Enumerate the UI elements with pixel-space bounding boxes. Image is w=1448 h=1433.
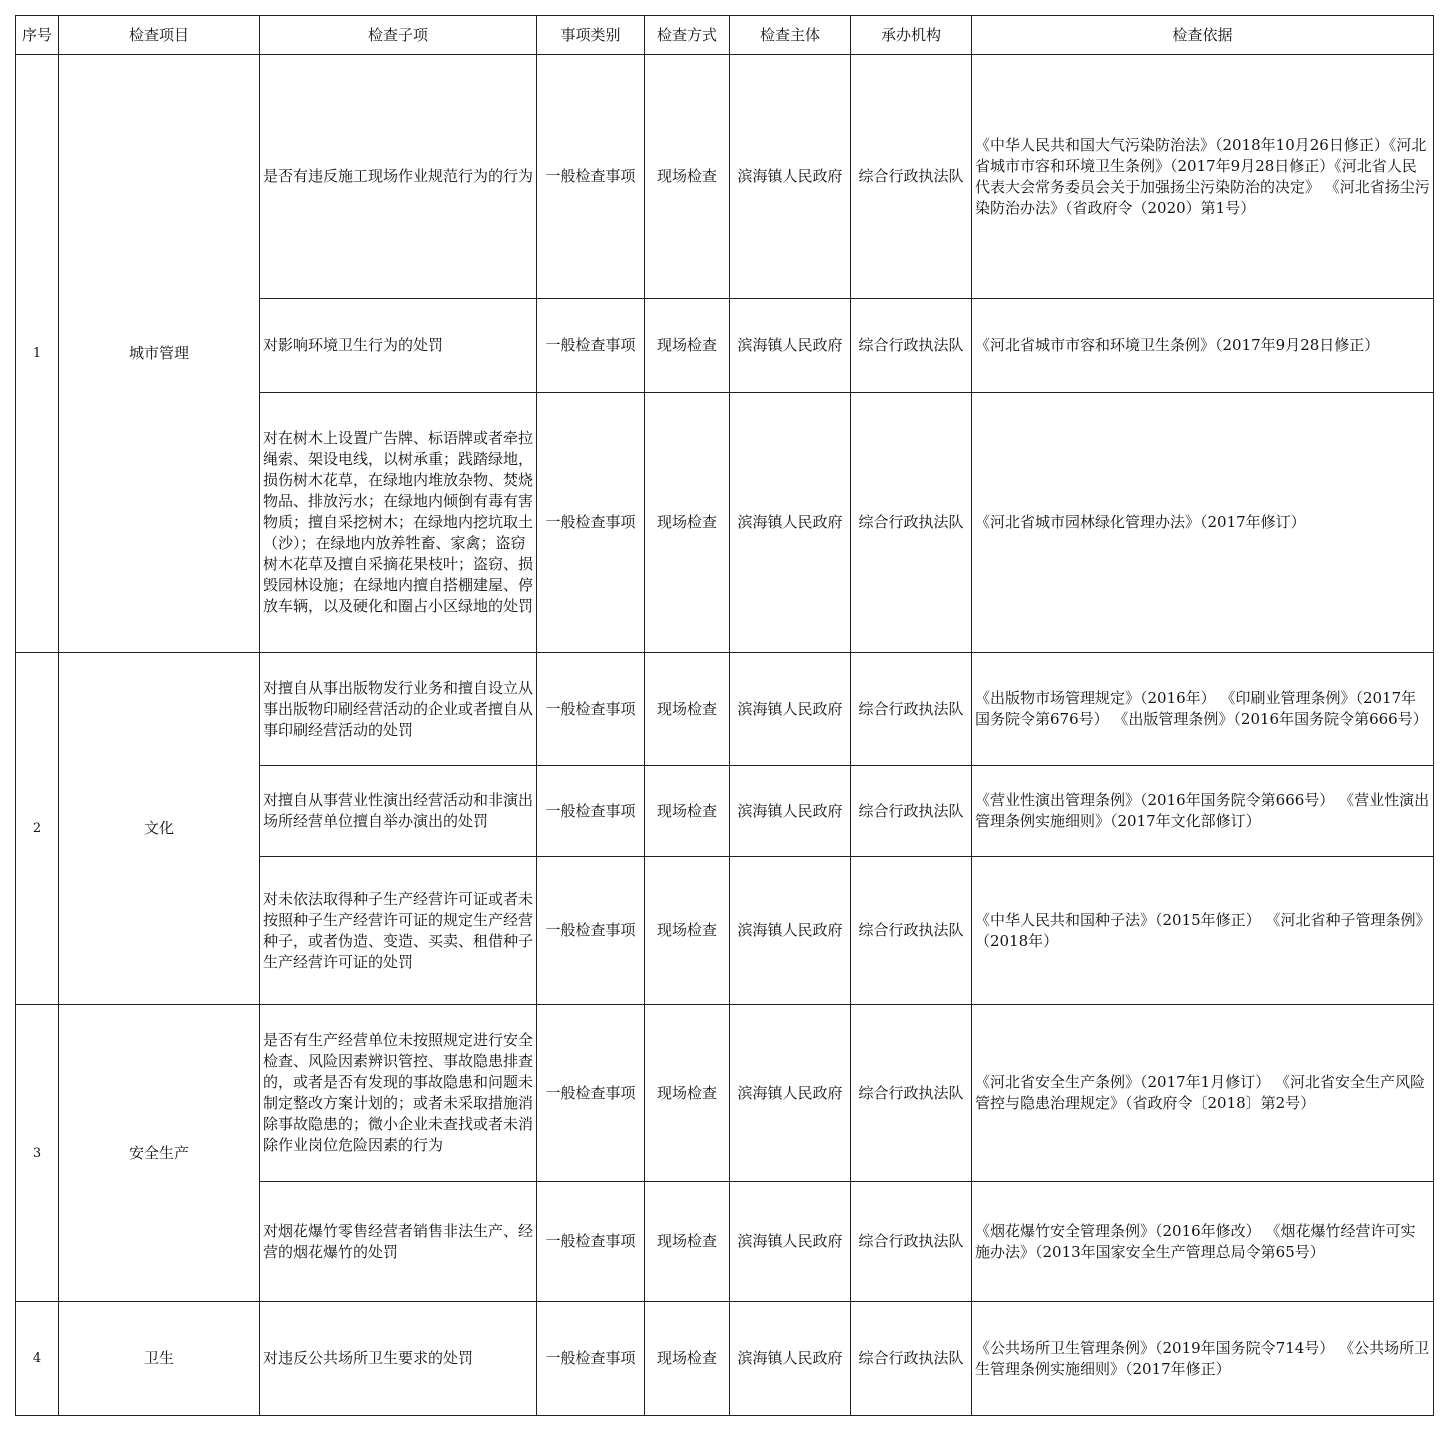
group-no: 1 — [16, 55, 59, 653]
group-no: 4 — [16, 1302, 59, 1416]
sub-item: 是否有生产经营单位未按照规定进行安全检查、风险因素辨识管控、事故隐患排查的，或者是否有发现的事故隐患和问题未制定整改方案计划的；或者未采取措施消除事故隐患的；微小企业未查找或者未消除作业岗位危险因素的行为 — [260, 1005, 537, 1182]
method: 现场检查 — [645, 299, 730, 393]
sub-item: 对擅自从事营业性演出经营活动和非演出场所经营单位擅自举办演出的处罚 — [260, 766, 537, 857]
agency: 综合行政执法队 — [851, 1182, 972, 1302]
agency: 综合行政执法队 — [851, 857, 972, 1005]
subject: 滨海镇人民政府 — [730, 1005, 851, 1182]
header-category: 事项类别 — [537, 16, 645, 55]
subject: 滨海镇人民政府 — [730, 393, 851, 653]
subject: 滨海镇人民政府 — [730, 1302, 851, 1416]
category: 一般检查事项 — [537, 1182, 645, 1302]
header-item: 检查项目 — [59, 16, 260, 55]
category: 一般检查事项 — [537, 299, 645, 393]
category: 一般检查事项 — [537, 393, 645, 653]
agency: 综合行政执法队 — [851, 55, 972, 299]
table-row — [16, 55, 1434, 299]
category: 一般检查事项 — [537, 766, 645, 857]
subject: 滨海镇人民政府 — [730, 857, 851, 1005]
method: 现场检查 — [645, 393, 730, 653]
basis: 《公共场所卫生管理条例》（2019年国务院令714号） 《公共场所卫生管理条例实施细则》（2017年修正） — [972, 1302, 1434, 1416]
subject: 滨海镇人民政府 — [730, 766, 851, 857]
sub-item: 对在树木上设置广告牌、标语牌或者牵拉绳索、架设电线，以树承重；践踏绿地，损伤树木花草，在绿地内堆放杂物、焚烧物品、排放污水；在绿地内倾倒有毒有害物质；擅自采挖树木；在绿地内挖坑取土（沙）；在绿地内放养牲畜、家禽；盗窃树木花草及擅自采摘花果枝叶；盗窃、损毁园林设施；在绿地内擅自搭棚建屋、停放车辆，以及硬化和圈占小区绿地的处罚 — [260, 393, 537, 653]
basis: 《烟花爆竹安全管理条例》（2016年修改） 《烟花爆竹经营许可实施办法》（2013年国家安全生产管理总局令第65号） — [972, 1182, 1434, 1302]
basis: 《河北省城市园林绿化管理办法》（2017年修订） — [972, 393, 1434, 653]
basis: 《河北省安全生产条例》（2017年1月修订） 《河北省安全生产风险管控与隐患治理规定》（省政府令〔2018〕第2号） — [972, 1005, 1434, 1182]
basis: 《中华人民共和国种子法》（2015年修正） 《河北省种子管理条例》（2018年） — [972, 857, 1434, 1005]
basis: 《中华人民共和国大气污染防治法》（2018年10月26日修正）《河北省城市市容和环境卫生条例》（2017年9月28日修正）《河北省人民代表大会常务委员会关于加强扬尘污染防治的决定》 《河北省扬尘污染防治办法》（省政府令（2020）第1号） — [972, 55, 1434, 299]
header-basis: 检查依据 — [972, 16, 1434, 55]
group-item: 卫生 — [59, 1302, 260, 1416]
method: 现场检查 — [645, 1182, 730, 1302]
basis: 《出版物市场管理规定》（2016年） 《印刷业管理条例》（2017年国务院令第676号） 《出版管理条例》（2016年国务院令第666号） — [972, 653, 1434, 766]
group-item: 城市管理 — [59, 55, 260, 653]
method: 现场检查 — [645, 55, 730, 299]
header-no: 序号 — [16, 16, 59, 55]
group-item: 文化 — [59, 653, 260, 1005]
header-row — [16, 16, 1434, 55]
sub-item: 对影响环境卫生行为的处罚 — [260, 299, 537, 393]
table-row — [16, 1302, 1434, 1416]
method: 现场检查 — [645, 766, 730, 857]
sub-item: 对违反公共场所卫生要求的处罚 — [260, 1302, 537, 1416]
table-row — [16, 1005, 1434, 1182]
subject: 滨海镇人民政府 — [730, 653, 851, 766]
table-row — [16, 653, 1434, 766]
category: 一般检查事项 — [537, 653, 645, 766]
group-no: 2 — [16, 653, 59, 1005]
category: 一般检查事项 — [537, 55, 645, 299]
inspection-table — [15, 15, 1434, 1416]
header-method: 检查方式 — [645, 16, 730, 55]
category: 一般检查事项 — [537, 857, 645, 1005]
subject: 滨海镇人民政府 — [730, 1182, 851, 1302]
method: 现场检查 — [645, 1302, 730, 1416]
basis: 《营业性演出管理条例》（2016年国务院令第666号） 《营业性演出管理条例实施细则》（2017年文化部修订） — [972, 766, 1434, 857]
sub-item: 对未依法取得种子生产经营许可证或者未按照种子生产经营许可证的规定生产经营种子，或者伪造、变造、买卖、租借种子生产经营许可证的处罚 — [260, 857, 537, 1005]
method: 现场检查 — [645, 1005, 730, 1182]
basis: 《河北省城市市容和环境卫生条例》（2017年9月28日修正） — [972, 299, 1434, 393]
agency: 综合行政执法队 — [851, 653, 972, 766]
agency: 综合行政执法队 — [851, 1302, 972, 1416]
agency: 综合行政执法队 — [851, 766, 972, 857]
agency: 综合行政执法队 — [851, 393, 972, 653]
subject: 滨海镇人民政府 — [730, 299, 851, 393]
agency: 综合行政执法队 — [851, 299, 972, 393]
method: 现场检查 — [645, 653, 730, 766]
subject: 滨海镇人民政府 — [730, 55, 851, 299]
method: 现场检查 — [645, 857, 730, 1005]
sub-item: 对烟花爆竹零售经营者销售非法生产、经营的烟花爆竹的处罚 — [260, 1182, 537, 1302]
group-item: 安全生产 — [59, 1005, 260, 1302]
header-subject: 检查主体 — [730, 16, 851, 55]
agency: 综合行政执法队 — [851, 1005, 972, 1182]
sub-item: 是否有违反施工现场作业规范行为的行为 — [260, 55, 537, 299]
category: 一般检查事项 — [537, 1302, 645, 1416]
group-no: 3 — [16, 1005, 59, 1302]
header-agency: 承办机构 — [851, 16, 972, 55]
category: 一般检查事项 — [537, 1005, 645, 1182]
sub-item: 对擅自从事出版物发行业务和擅自设立从事出版物印刷经营活动的企业或者擅自从事印刷经营活动的处罚 — [260, 653, 537, 766]
header-sub-item: 检查子项 — [260, 16, 537, 55]
